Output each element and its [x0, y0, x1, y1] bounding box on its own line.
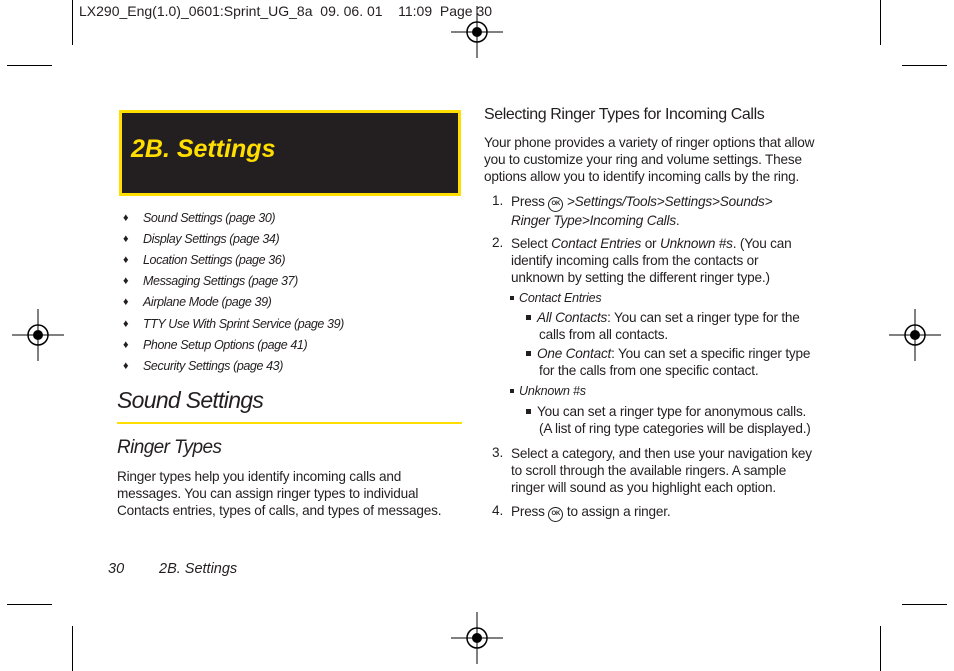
unknown-description: You can set a ringer type for anonymous calls. (A list of ring type categories will be displayed.)	[526, 403, 811, 437]
subsection-title: Ringer Types	[117, 437, 222, 458]
toc-item[interactable]: ♦ Phone Setup Options (page 41)	[123, 337, 308, 352]
crop-mark	[7, 604, 52, 605]
toc-item[interactable]: ♦ Security Settings (page 43)	[123, 358, 283, 373]
step-3: Select a category, and then use your navigation key to scroll through the available ringers. A sample ringer will sound as you highlight each option.	[511, 446, 812, 495]
ok-key-icon: OK	[548, 197, 563, 212]
diamond-bullet-icon: ♦	[123, 232, 129, 245]
crop-mark	[7, 65, 52, 66]
diamond-bullet-icon: ♦	[123, 338, 129, 351]
crop-mark	[902, 604, 947, 605]
square-bullet-icon	[526, 351, 531, 356]
section-title: Sound Settings	[117, 387, 264, 413]
section-divider	[117, 422, 462, 424]
unknown-option: Unknown #s	[510, 383, 586, 400]
crop-mark	[72, 0, 73, 45]
crop-mark	[72, 626, 73, 671]
toc-item[interactable]: ♦ Display Settings (page 34)	[123, 231, 280, 246]
diamond-bullet-icon: ♦	[123, 359, 129, 372]
right-heading: Selecting Ringer Types for Incoming Calls	[484, 106, 765, 123]
step-2: Select Contact Entries or Unknown #s. (You can identify incoming calls from the contacts or unknown by setting the different ringer type.)	[511, 236, 792, 285]
diamond-bullet-icon: ♦	[123, 275, 129, 288]
crop-mark	[880, 626, 881, 671]
step-1: Press OK >Settings/Tools>Settings>Sounds> Ringer Type>Incoming Calls.	[511, 194, 773, 228]
registration-mark-icon	[451, 612, 503, 664]
chapter-title: 2B. Settings	[131, 135, 276, 163]
crop-mark	[902, 65, 947, 66]
crop-mark	[880, 0, 881, 45]
chapter-banner	[119, 110, 461, 196]
ok-key-icon: OK	[548, 507, 563, 522]
toc-item[interactable]: ♦ Messaging Settings (page 37)	[123, 274, 298, 289]
toc-item[interactable]: ♦ Airplane Mode (page 39)	[123, 295, 272, 310]
page-number: 30	[108, 561, 125, 577]
toc-item[interactable]: ♦ Sound Settings (page 30)	[123, 210, 276, 225]
section-toc	[123, 207, 344, 377]
step-4: Press OK to assign a ringer.	[511, 503, 670, 522]
diamond-bullet-icon: ♦	[123, 211, 129, 224]
diamond-bullet-icon: ♦	[123, 317, 129, 330]
square-bullet-icon	[510, 296, 514, 300]
diamond-bullet-icon: ♦	[123, 253, 129, 266]
print-slug: LX290_Eng(1.0)_0601:Sprint_UG_8a 09. 06. 01 11:09 Page 30	[79, 3, 493, 19]
footer-section: 2B. Settings	[159, 561, 238, 577]
step-number: 1.	[492, 193, 504, 208]
step-number: 3.	[492, 445, 504, 460]
intro-paragraph: Your phone provides a variety of ringer options that allow you to customize your ring and volume settings. These options allow you to identify incoming calls by the ring.	[484, 135, 815, 184]
toc-item[interactable]: ♦ TTY Use With Sprint Service (page 39)	[123, 316, 344, 331]
ringer-types-paragraph: Ringer types help you identify incoming calls and messages. You can assign ringer types to individual Contacts entries, types of calls, and types of messages.	[117, 469, 442, 518]
contact-entries-option: Contact Entries	[510, 290, 601, 307]
toc-item[interactable]: ♦ Location Settings (page 36)	[123, 252, 286, 267]
registration-mark-icon	[889, 309, 941, 361]
registration-mark-icon	[12, 309, 64, 361]
all-contacts-option: All Contacts: You can set a ringer type for the calls from all contacts.	[526, 309, 800, 343]
square-bullet-icon	[526, 409, 531, 414]
step-number: 2.	[492, 235, 504, 250]
square-bullet-icon	[510, 389, 514, 393]
square-bullet-icon	[526, 315, 531, 320]
step-number: 4.	[492, 503, 504, 518]
one-contact-option: One Contact: You can set a specific ringer type for the calls from one specific contact.	[526, 345, 810, 379]
diamond-bullet-icon: ♦	[123, 296, 129, 309]
